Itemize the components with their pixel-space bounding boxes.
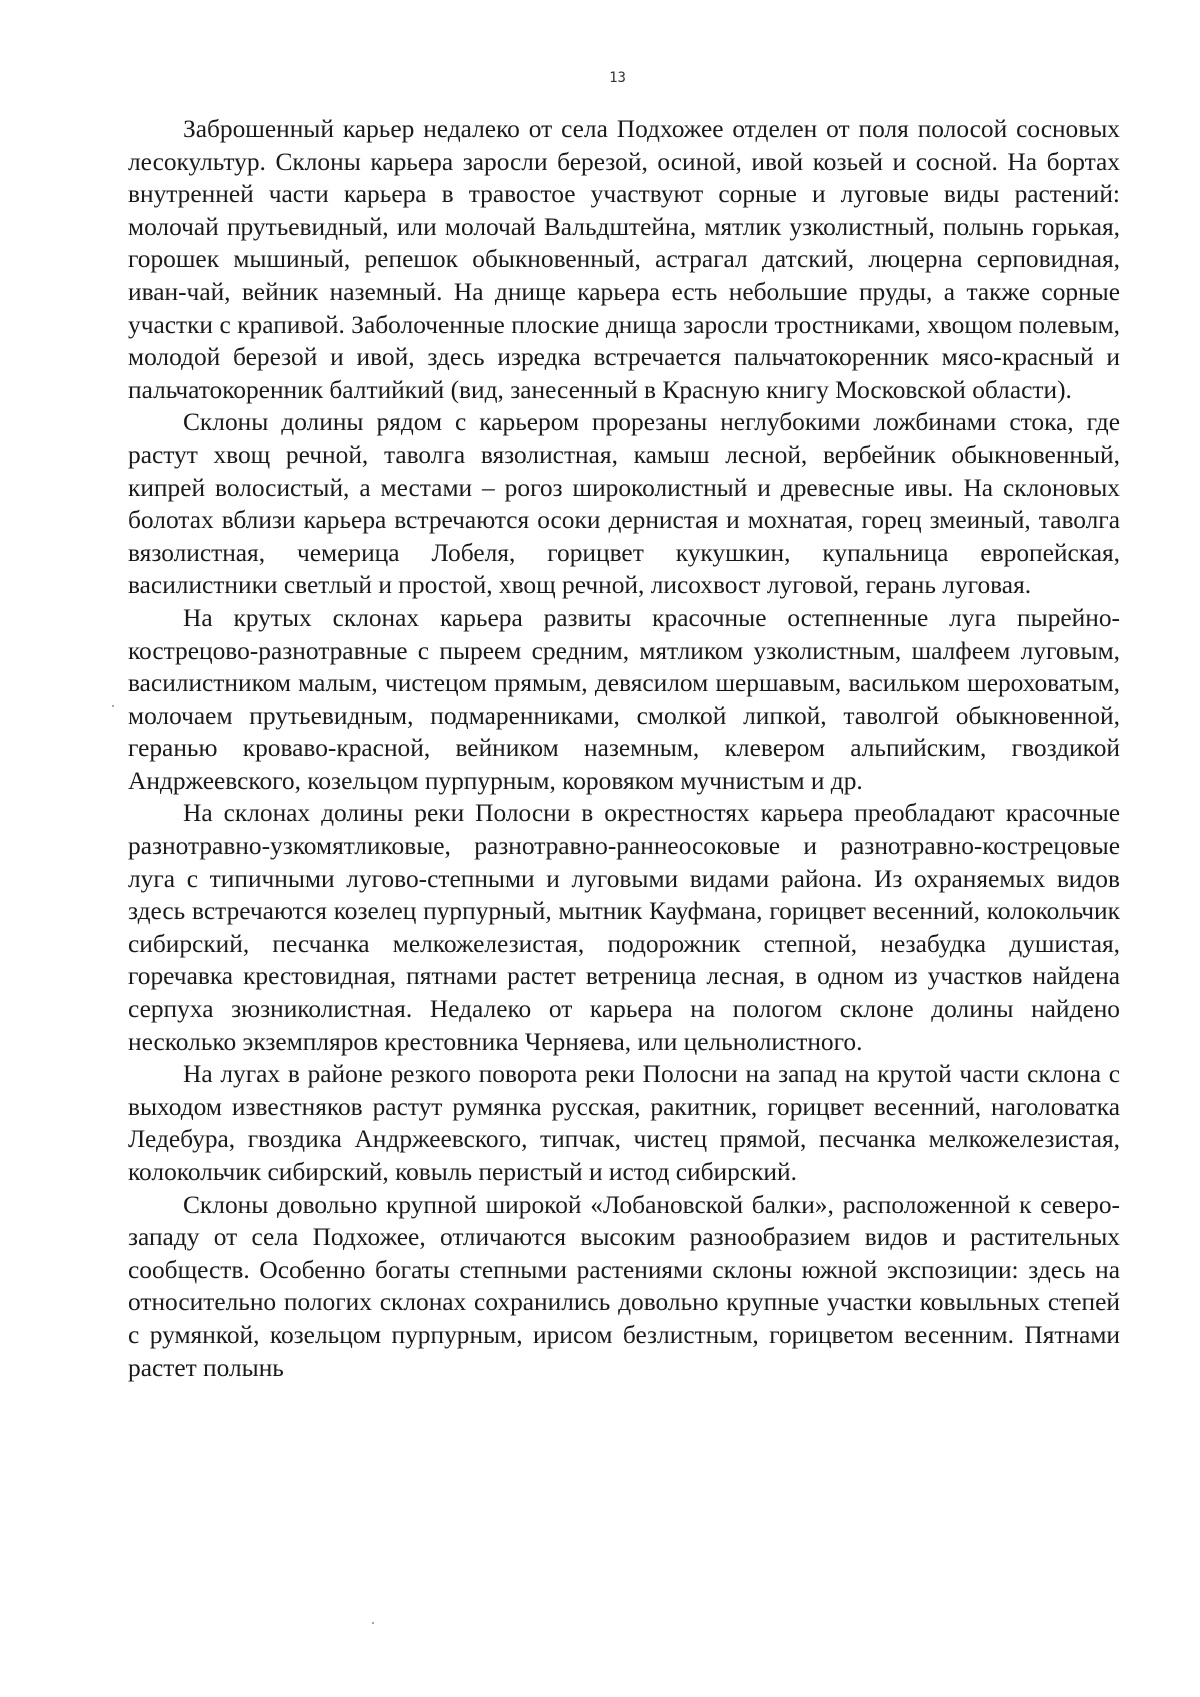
paragraph-meadows-river-bend: На лугах в районе резкого поворота реки Полосни на запад на крутой части склона с выходом известняков растут румянка русская, ракитник, горицвет весенний, наголоватка Ледебура, гвоздика Андржеевского, типчак, чистец прямой, песчанка мелкожелезистая, колокольчик сибирский, ковыль перистый и истод сибирский. xyxy=(128,1060,1120,1186)
paragraph-steep-slopes: На крутых склонах карьера развиты красочные остепненные луга пырейно-кострецово-разнотравные с пыреем средним, мятликом узколистным, шалфеем луговым, василистником малым, чистецом прямым, девясилом шершавым, васильком шероховатым, молочаем прутьевидным, подмаренниками, смолкой липкой, таволгой обыкновенной, геранью кроваво-красной, вейником наземным, клевером альпийским, гвоздикой Андржеевского, козельцом пурпурным, коровяком мучнистым и др. xyxy=(128,603,1120,795)
page-number: 13 xyxy=(609,70,626,86)
paragraph-polosnya-valley: На склонах долины реки Полосни в окрестностях карьера преобладают красочные разнотравно-узкомятликовые, разнотравно-раннеосоковые и разнотравно-кострецовые луга с типичными лугово-степными и луговыми видами района. Из охраняемых видов здесь встречаются козелец пурпурный, мытник Кауфмана, горицвет весенний, колокольчик сибирский, песчанка мелкожелезистая, подорожник степной, незабудка душистая, горечавка крестовидная, пятнами растет ветреница лесная, в одном из участков найдена серпуха зюзниколистная. Недалеко от карьера на пологом склоне долины найдено несколько экземпляров крестовника Черняева, или цельнолистного. xyxy=(128,799,1120,1056)
paragraph-quarry: Заброшенный карьер недалеко от села Подхожее отделен от поля полосой сосновых лесокультур. Склоны карьера заросли березой, осиной, ивой козьей и сосной. На бортах внутренней части карьера в травостое участвуют сорные и луговые виды растений: молочай прутьевидный, или молочай Вальдштейна, мятлик узколистный, полынь горькая, горошек мышиный, репешок обыкновенный, астрагал датский, люцерна серповидная, иван-чай, вейник наземный. На днище карьера есть небольшие пруды, а также сорные участки с крапивой. Заболоченные плоские днища заросли тростниками, хвощом полевым, молодой березой и ивой, здесь изредка встречается пальчатокоренник мясо-красный и пальчатокоренник балтийкий (вид, занесенный в Красную книгу Московской области). xyxy=(128,115,1120,404)
scan-speck xyxy=(112,705,114,707)
document-body xyxy=(128,113,1120,1384)
paragraph-valley-slopes: Склоны долины рядом с карьером прорезаны неглубокими ложбинами стока, где растут хвощ речной, таволга вязолистная, камыш лесной, вербейник обыкновенный, кипрей волосистый, а местами – рогоз широколистный и древесные ивы. На склоновых болотах вблизи карьера встречаются осоки дернистая и мохнатая, горец змеиный, таволга вязолистная, чемерица Лобеля, горицвет кукушкин, купальница европейская, василистники светлый и простой, хвощ речной, лисохвост луговой, герань луговая. xyxy=(128,408,1120,600)
scan-speck xyxy=(372,1622,374,1624)
paragraph-lobanovskaya-balka: Склоны довольно крупной широкой «Лобановской балки», расположенной к северо-западу от села Подхожее, отличаются высоким разнообразием видов и растительных сообществ. Особенно богаты степными растениями склоны южной экспозиции: здесь на относительно пологих склонах сохранились довольно крупные участки ковыльных степей с румянкой, козельцом пурпурным, ирисом безлистным, горицветом весенним. Пятнами растет полынь xyxy=(128,1190,1120,1382)
